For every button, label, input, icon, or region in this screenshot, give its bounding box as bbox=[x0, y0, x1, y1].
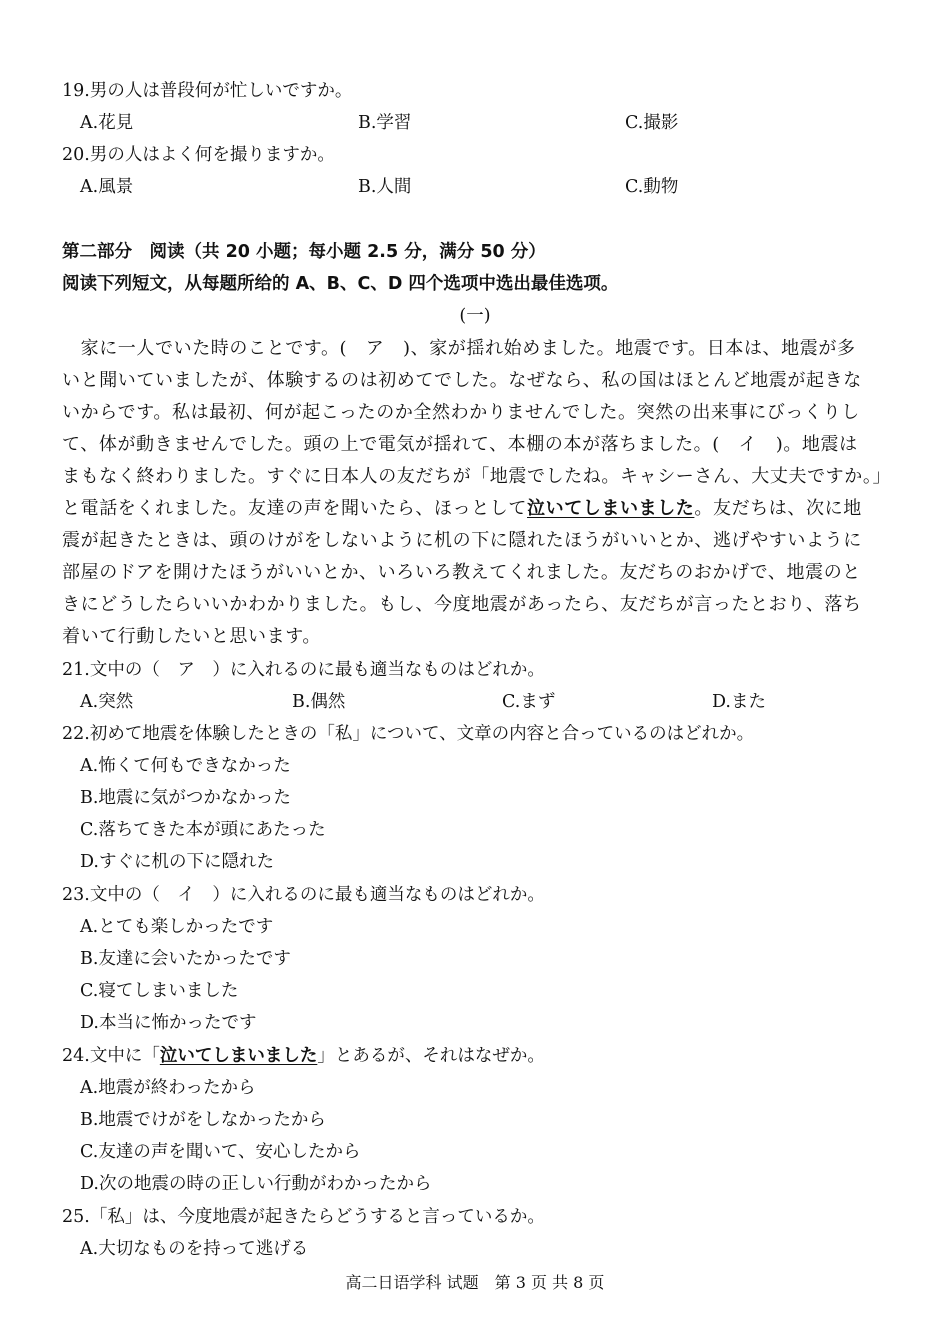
q20-option-c: C.動物 bbox=[625, 177, 679, 197]
passage-line bbox=[62, 497, 888, 521]
passage-line: 部屋のドアを開けたほうがいいとか、いろいろ教えてくれました。友だちのおかげで、地震のと bbox=[62, 562, 861, 583]
passage-number: (一) bbox=[459, 306, 491, 326]
q21-option-d: D.また bbox=[712, 692, 766, 712]
underlined-phrase: 泣いてしまいました bbox=[527, 498, 695, 519]
q20-option-b: B.人間 bbox=[358, 177, 412, 197]
passage-line: いと聞いていましたが、体験するのは初めてでした。なぜなら、私の国はほとんど地震が起きな bbox=[62, 370, 862, 391]
q19-option-a: A.花見 bbox=[80, 113, 134, 133]
question-19: 19.男の人は普段何が忙しいですか。 bbox=[62, 81, 353, 101]
q22-option-c: C.落ちてきた本が頭にあたった bbox=[80, 820, 326, 840]
q22-option-b: B.地震に気がつかなかった bbox=[80, 788, 291, 808]
question-21: 21.文中の（ ア ）に入れるのに最も適当なものはどれか。 bbox=[62, 660, 545, 680]
question-text: 」とあるが、それはなぜか。 bbox=[317, 1046, 545, 1066]
question-22: 22.初めて地震を体験したときの「私」について、文章の内容と合っているのはどれか。 bbox=[62, 724, 755, 744]
q21-option-b: B.偶然 bbox=[292, 692, 346, 712]
q22-option-a: A.怖くて何もできなかった bbox=[80, 756, 291, 776]
question-25: 25.「私」は、今度地震が起きたらどうすると言っているか。 bbox=[62, 1207, 545, 1227]
section-instruction: 阅读下列短文，从每题所给的 A、B、C、D 四个选项中选出最佳选项。 bbox=[62, 274, 619, 294]
q21-option-a: A.突然 bbox=[80, 692, 134, 712]
passage-text: と電話をくれました。友達の声を聞いたら、ほっとして bbox=[62, 498, 527, 519]
question-text: 24.文中に「 bbox=[62, 1046, 160, 1066]
q21-option-c: C.まず bbox=[502, 692, 556, 712]
q19-option-c: C.撮影 bbox=[625, 113, 679, 133]
q23-option-c: C.寝てしまいました bbox=[80, 981, 239, 1001]
passage-line: 着いて行動したいと思います。 bbox=[62, 626, 321, 647]
q20-option-a: A.風景 bbox=[80, 177, 134, 197]
passage-line: きにどうしたらいいかわかりました。もし、今度地震があったら、友だちが言ったとおり、落ち bbox=[62, 594, 862, 615]
question-23: 23.文中の（ イ ）に入れるのに最も適当なものはどれか。 bbox=[62, 885, 545, 905]
passage-line: 家に一人でいた時のことです。( ア )、家が揺れ始めました。地震です。日本は、地震が多 bbox=[62, 338, 856, 359]
question-24 bbox=[62, 1044, 545, 1068]
passage-line: 震が起きたときは、頭のけがをしないように机の下に隠れたほうがいいとか、逃げやすいように bbox=[62, 530, 862, 551]
underlined-phrase: 泣いてしまいました bbox=[159, 1046, 318, 1066]
q25-option-a: A.大切なものを持って逃げる bbox=[80, 1239, 309, 1259]
q23-option-a: A.とても楽しかったです bbox=[80, 917, 274, 937]
q19-option-b: B.学習 bbox=[358, 113, 412, 133]
q24-option-d: D.次の地震の時の正しい行動がわかったから bbox=[80, 1174, 432, 1194]
q24-option-a: A.地震が終わったから bbox=[80, 1078, 256, 1098]
passage-text: 。友だちは、次に地 bbox=[694, 498, 862, 519]
page-footer: 高二日语学科 试题 第 3 页 共 8 页 bbox=[345, 1273, 605, 1292]
passage-line: て、体が動きませんでした。頭の上で電気が揺れて、本棚の本が落ちました。( イ )。地震は bbox=[62, 434, 858, 455]
q23-option-b: B.友達に会いたかったです bbox=[80, 949, 291, 969]
passage-line: いからです。私は最初、何が起こったのか全然わかりませんでした。突然の出来事にびっくりし bbox=[62, 402, 860, 423]
q24-option-c: C.友達の声を聞いて、安心したから bbox=[80, 1142, 361, 1162]
q22-option-d: D.すぐに机の下に隠れた bbox=[80, 852, 274, 872]
q24-option-b: B.地震でけがをしなかったから bbox=[80, 1110, 326, 1130]
q23-option-d: D.本当に怖かったです bbox=[80, 1013, 257, 1033]
question-20: 20.男の人はよく何を撮りますか。 bbox=[62, 145, 335, 165]
section-title: 第二部分 阅读（共 20 小题；每小题 2.5 分，满分 50 分） bbox=[62, 242, 546, 262]
passage-line: まもなく終わりました。すぐに日本人の友だちが「地震でしたね。キャシーさん、大丈夫ですか。」 bbox=[62, 466, 892, 487]
